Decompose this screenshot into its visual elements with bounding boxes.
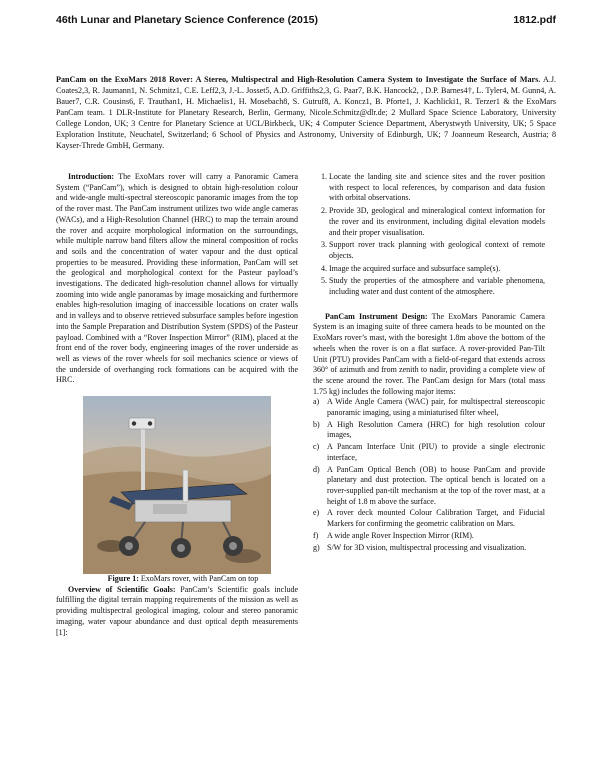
item-marker: b) (313, 419, 320, 429)
instrument-item (313, 543, 545, 554)
item-text: A Pancam Interface Unit (PIU) to provide a single electronic interface, (327, 442, 545, 462)
overview-paragraph (56, 585, 298, 639)
figure-caption (56, 574, 298, 585)
item-marker: c) (313, 442, 320, 452)
author-list: A.J. Coates2,3, R. Jaumann1, N. Schmitz1, C.E. Leff2,3, J.-L. Josset5, A.D. Griffiths2,3, G. Paar7, B.K. Hancock2, , D.P. Barnes4†, L. Tyler4, M. Gunn4, A. Bauer7, C.R. Cousins6, F. Trauthan1, H. Michaelis1, H. Mosebach8, S. Gutruf8, A. Koncz1, B. Pforte1, J. Kachlicki1, R. Terzer1 & the ExoMars PanCam team. (56, 75, 557, 117)
item-marker: g) (313, 542, 320, 552)
title-block (56, 74, 556, 151)
affiliations: 1 DLR-Institute for Planetary Research, Berlin, Germany, Nicole.Schmitz@dlr.de; 2 Mullard Space Science Laboratory, University College London, UK; 3 Centre for Planetary Science at UCL/Birkbeck, UK; 4 Computer Science Department, Aberystwyth University, UK; 5 Space Exploration Institute, Neuchatel, Switzerland; 6 School of Physics and Astronomy, University of Edinburgh, UK; 7 Joanneum Research, Austria; 8 Kayser-Threde GmbH, Germany. (56, 108, 556, 150)
goal-item: 4. Image the acquired surface and subsurface sample(s). (329, 264, 545, 275)
introduction-text: The ExoMars rover will carry a Panoramic Camera System (“PanCam”), which is designed to obtain high-resolution colour and wide-angle multi-spectral stereoscopic panoramic images from the top of the rover mast. The PanCam instrument utilizes two wide angle cameras (WACs), and a High-Resolution Channel (HRC) to map the terrain around the rover and acquire morphological information on the surroundings, while multiple narrow band filters allow the mineral composition of rocks and soils and the concentration of water vapour and the dust optical properties to be measured. Providing these information, PanCam will set the geological and morphological context for the Pasteur payload’s investigations. The dedicated high-resolution channel allows for virtually zooming into wide angle panoramas by image mosaicking and furthermore enables high-resolution imaging of inaccessible locations on crater walls and in valleys and to observe retrieved subsurface samples before ingestion into the Sample Preparation and Distribution System (SPDS) of the Pasteur payload. Combined with a “Rover Inspection Mirror” (RIM), placed at the front end of the rover body, engineering images of the rover underside as well as views of the rover wheels for soil mechanics science or views of the underside of overhanging rock formations can be acquired with the HRC. (56, 172, 298, 385)
goal-item: 2. Provide 3D, geological and mineralogical context information for the rover and its environment, including digital elevation models and their proper visualisation. (329, 206, 545, 238)
item-marker: a) (313, 397, 320, 407)
overview-text: PanCam’s Scientific goals include fulfilling the digital terrain mapping requirements of the mission as well as providing multispectral geological imaging, colour and stereo panoramic imaging, water vapour abundance and dust optical depth measurements [1]: (56, 584, 298, 637)
rover-figure-image (83, 396, 271, 574)
instrument-item (313, 531, 545, 542)
instrument-item (313, 442, 545, 463)
left-column (56, 172, 298, 638)
item-text: A Wide Angle Camera (WAC) pair, for multispectral stereoscopic panoramic imaging, using a miniaturised filter wheel, (327, 397, 545, 418)
rover-illustration (83, 396, 271, 574)
item-text: A PanCam Optical Bench (OB) to house PanCam and provide planetary and dust protection. The optical bench is located on a rover-supplied pan-tilt mechanism at the top of the rover mast, at a height of 1.8 m above the surface. (327, 464, 545, 506)
item-marker: d) (313, 464, 320, 474)
introduction-heading: Introduction: (68, 172, 115, 181)
instrument-heading: PanCam Instrument Design: (325, 311, 428, 321)
science-goals-list (313, 172, 545, 298)
instrument-item (313, 397, 545, 418)
instrument-item (313, 420, 545, 441)
introduction-paragraph (56, 172, 298, 386)
paper-id: 1812.pdf (513, 14, 556, 26)
goal-item: 3. Support rover track planning with geological context of remote objects. (329, 240, 545, 261)
item-text: A High Resolution Camera (HRC) for high resolution colour images, (327, 419, 545, 440)
item-text: A wide angle Rover Inspection Mirror (RIM). (327, 530, 474, 540)
conference-name: 46th Lunar and Planetary Science Conference (2015) (56, 14, 319, 26)
section-spacer (313, 300, 545, 312)
instrument-text: The ExoMars Panoramic Camera System is an imaging suite of three camera heads to be mounted on the ExoMars rover’s mast, with the boresight 1.8m above the bottom of the wheels when the rover is on a flat surface. A rover-provided Pan-Tilt Unit (PTU) provides PanCam with a field-of-regard that extends across 360° of azimuth and from zenith to nadir, providing a complete view of the scene around the rover. The PanCam design for Mars (total mass 1.75 kg) includes the following major items: (313, 311, 545, 396)
right-column (313, 172, 545, 554)
item-marker: f) (313, 530, 319, 540)
instrument-paragraph (313, 312, 545, 398)
paper-title: PanCam on the ExoMars 2018 Rover: A Stereo, Multispectral and High-Resolution Camera System to Investigate the Surface of Mars. (56, 75, 541, 84)
instrument-item (313, 465, 545, 508)
goal-item: 1. Locate the landing site and science sites and the rover position with respect to local references, by comparison and data fusion with orbital observations. (329, 172, 545, 204)
overview-heading: Overview of Scientific Goals: (68, 584, 176, 594)
instrument-items-list (313, 397, 545, 553)
instrument-item (313, 508, 545, 529)
running-header (56, 14, 556, 26)
goal-item: 5. Study the properties of the atmosphere and variable phenomena, including water and dust content of the atmosphere. (329, 276, 545, 297)
figure-label: Figure 1: (107, 574, 139, 584)
item-marker: e) (313, 508, 320, 518)
figure-caption-text: ExoMars rover, with PanCam on top (140, 574, 259, 584)
item-text: S/W for 3D vision, multispectral processing and visualization. (327, 542, 527, 552)
item-text: A rover deck mounted Colour Calibration Target, and Fiducial Markers for confirming the geometric calibration on Mars. (327, 508, 545, 529)
